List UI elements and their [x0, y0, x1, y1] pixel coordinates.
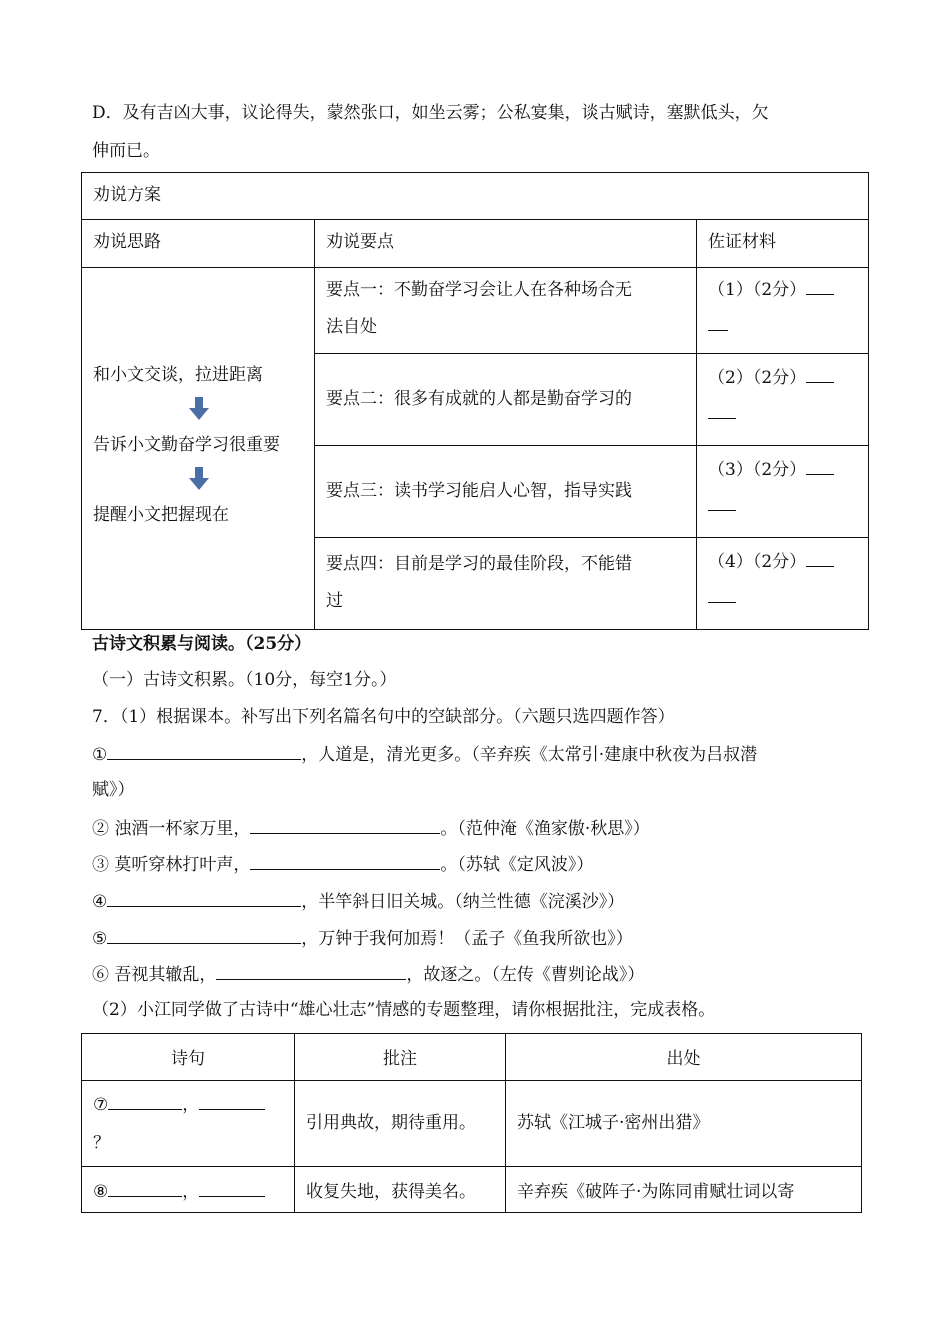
header-evidence: 佐证材料: [696, 219, 869, 268]
note-cell-7: 引用典故，期待重用。: [294, 1080, 506, 1167]
down-arrow-icon: [188, 397, 210, 421]
poem-cell-7: ⑦ ， ？: [81, 1080, 295, 1167]
blank-2[interactable]: [250, 815, 440, 834]
approach-step-2: 告诉小文勤奋学习很重要: [93, 435, 280, 455]
approach-step-1: 和小文交谈，拉进距离: [93, 365, 263, 385]
header-source: 出处: [505, 1033, 862, 1081]
blank-4[interactable]: [107, 888, 301, 907]
blank-8a[interactable]: [108, 1178, 182, 1197]
point-row-2: 要点二：很多有成就的人都是勤奋学习的: [314, 353, 697, 446]
blank-7b[interactable]: [199, 1091, 265, 1110]
poem-table: [81, 1033, 862, 1213]
fill-item-4: ④ ，半竿斜日旧关城。（纳兰性德《浣溪沙》）: [92, 888, 624, 914]
option-d-line1: D．及有吉凶大事，议论得失，蒙然张口，如坐云雾；公私宴集，谈古赋诗，塞默低头，欠: [92, 103, 769, 123]
header-points: 劝说要点: [314, 219, 697, 268]
point-row-1: 要点一：不勤奋学习会让人在各种场合无 法自处: [314, 267, 697, 354]
q7-part2: （2）小江同学做了古诗中“雄心壮志”情感的专题整理，请你根据批注，完成表格。: [92, 1000, 716, 1020]
sub-heading: （一）古诗文积累。（10分，每空1分。）: [92, 670, 397, 690]
fill-item-1: ① ，人道是，清光更多。（辛弃疾《太常引·建康中秋夜为吕叔潜: [92, 741, 757, 767]
table-title-cell: [81, 172, 869, 220]
table-title: 劝说方案: [93, 185, 161, 205]
evidence-2[interactable]: （2）（2分）: [696, 353, 869, 446]
option-d-line2: 伸而已。: [92, 141, 160, 161]
blank-3[interactable]: [250, 851, 440, 870]
note-cell-8: 收复失地，获得美名。: [294, 1166, 506, 1213]
evidence-4[interactable]: （4）（2分）: [696, 537, 869, 630]
header-note: 批注: [294, 1033, 506, 1081]
fill-item-3: ③ 莫听穿林打叶声， 。（苏轼《定风波》）: [92, 851, 593, 877]
fill-item-5: ⑤ ，万钟于我何加焉！（孟子《鱼我所欲也》）: [92, 925, 633, 951]
source-cell-7: 苏轼《江城子·密州出猎》: [505, 1080, 862, 1167]
section-heading: 古诗文积累与阅读。（25分）: [92, 634, 312, 654]
evidence-3[interactable]: （3）（2分）: [696, 445, 869, 538]
approach-cell: [81, 267, 315, 630]
blank-8b[interactable]: [199, 1178, 265, 1197]
header-poem: 诗句: [81, 1033, 295, 1081]
approach-step-3: 提醒小文把握现在: [93, 505, 229, 525]
header-approach: 劝说思路: [81, 219, 315, 268]
point-row-3: 要点三：读书学习能启人心智，指导实践: [314, 445, 697, 538]
poem-cell-8: ⑧ ，: [81, 1166, 295, 1213]
blank-1[interactable]: [107, 741, 301, 760]
fill-item-2: ② 浊酒一杯家万里， 。（范仲淹《渔家傲·秋思》）: [92, 815, 650, 841]
evidence-1[interactable]: （1）（2分）: [696, 267, 869, 354]
down-arrow-icon: [188, 467, 210, 491]
source-cell-8: 辛弃疾《破阵子·为陈同甫赋壮词以寄: [505, 1166, 862, 1213]
persuasion-table: [81, 172, 869, 630]
q7-instruction: 7．（1）根据课本。补写出下列名篇名句中的空缺部分。（六题只选四题作答）: [92, 707, 675, 727]
point-row-4: 要点四：目前是学习的最佳阶段，不能错 过: [314, 537, 697, 630]
blank-5[interactable]: [107, 925, 301, 944]
blank-6[interactable]: [216, 961, 406, 980]
fill-item-6: ⑥ 吾视其辙乱， ，故逐之。（左传《曹刿论战》）: [92, 961, 644, 987]
fill-item-1-cont: 赋》）: [92, 780, 135, 800]
blank-7a[interactable]: [108, 1091, 182, 1110]
